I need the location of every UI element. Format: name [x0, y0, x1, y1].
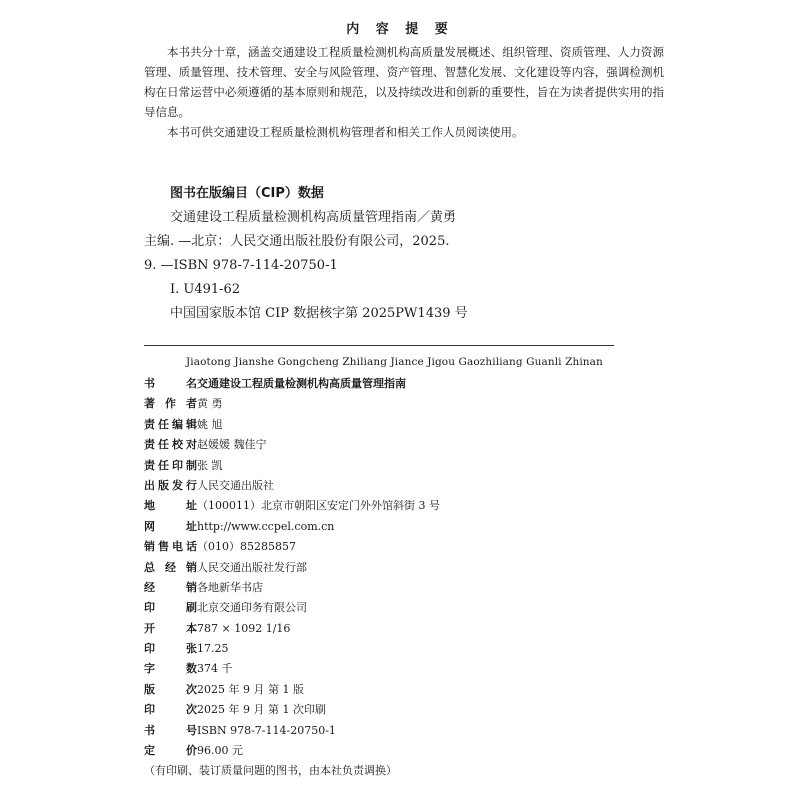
cip-record	[144, 206, 614, 326]
colophon-key: 定 价	[144, 744, 197, 758]
colophon-key: 总 经 销	[144, 560, 197, 574]
cip-line: Ⅰ. U491-62	[170, 282, 241, 297]
colophon-value: 姚 旭	[197, 417, 223, 431]
quality-notice: （有印刷、装订质量问题的图书，由本社负责调换）	[144, 764, 397, 778]
colophon-row	[144, 374, 644, 394]
colophon-value: 人民交通出版社	[197, 478, 274, 492]
colophon-value: http://www.ccpel.com.cn	[197, 519, 335, 533]
colophon-key: 责任印制	[144, 458, 197, 472]
colophon-key: 网 址	[144, 519, 197, 533]
cip-line: 中国国家版本馆 CIP 数据核字第 2025PW1439 号	[170, 306, 468, 321]
colophon-key: 版 次	[144, 682, 197, 696]
colophon-value: 2025 年 9 月 第 1 次印刷	[197, 703, 326, 717]
colophon-row	[144, 537, 644, 557]
colophon-value: ISBN 978-7-114-20750-1	[197, 723, 336, 737]
cip-line: 交通建设工程质量检测机构高质量管理指南／黄勇	[170, 210, 457, 225]
colophon-value: 2025 年 9 月 第 1 版	[197, 682, 304, 696]
colophon-row	[144, 680, 644, 700]
colophon-row	[144, 598, 644, 618]
colophon-value: （010）85285857	[197, 540, 296, 554]
colophon-key: 销售电话	[144, 540, 197, 554]
colophon-key: 责任校对	[144, 438, 197, 452]
colophon-key: 书 名	[144, 377, 197, 390]
colophon-value: 787 × 1092 1/16	[197, 621, 291, 635]
colophon-row	[144, 659, 644, 679]
colophon-table	[144, 374, 644, 781]
colophon-key: 字 数	[144, 662, 197, 676]
colophon-key: 书 号	[144, 723, 197, 737]
colophon-row	[144, 435, 644, 455]
colophon-row	[144, 578, 644, 598]
colophon-value: 人民交通出版社发行部	[197, 560, 307, 574]
summary-title: 内 容 提 要	[346, 22, 454, 37]
colophon-value: 各地新华书店	[197, 580, 263, 594]
divider	[144, 345, 614, 346]
colophon-key: 出版发行	[144, 478, 197, 492]
colophon-value: 交通建设工程质量检测机构高质量管理指南	[197, 377, 406, 390]
summary-section	[144, 42, 664, 142]
colophon-row	[144, 721, 644, 741]
colophon-row	[144, 639, 644, 659]
colophon-value: 黄 勇	[197, 397, 223, 411]
colophon-value: （100011）北京市朝阳区安定门外外馆斜街 3 号	[197, 499, 440, 513]
colophon-value: 374 千	[197, 662, 233, 676]
colophon-value: 张 凯	[197, 458, 223, 472]
colophon-row	[144, 700, 644, 720]
colophon-row	[144, 394, 644, 414]
colophon-key: 经 销	[144, 580, 197, 594]
summary-paragraph: 本书共分十章，涵盖交通建设工程质量检测机构高质量发展概述、组织管理、资质管理、人力资源管理、质量管理、技术管理、安全与风险管理、资产管理、智慧化发展、文化建设等内容，强调检测机构在日常运营中必须遵循的基本原则和规范，以及持续改进和创新的重要性，旨在为读者提供实用的指导信息。	[144, 45, 664, 119]
colophon-key: 印 次	[144, 703, 197, 717]
colophon-value: 17.25	[197, 642, 229, 656]
colophon-row	[144, 517, 644, 537]
colophon-row	[144, 558, 644, 578]
colophon-key: 责任编辑	[144, 417, 197, 431]
cip-line: 主编. —北京：人民交通出版社股份有限公司，2025.	[144, 234, 450, 249]
colophon-key: 开 本	[144, 621, 197, 635]
colophon-value: 96.00 元	[197, 744, 243, 758]
colophon-key: 地 址	[144, 499, 197, 513]
cip-heading: 图书在版编目（CIP）数据	[170, 186, 324, 201]
colophon-row	[144, 476, 644, 496]
colophon-key: 著 作 者	[144, 397, 197, 411]
colophon-value: 北京交通印务有限公司	[197, 601, 307, 615]
colophon-row	[144, 456, 644, 476]
pinyin-title: Jiaotong Jianshe Gongcheng Zhiliang Jiance Jigou Gaozhiliang Guanli Zhinan	[186, 356, 603, 368]
summary-paragraph: 本书可供交通建设工程质量检测机构管理者和相关工作人员阅读使用。	[167, 125, 524, 139]
colophon-key: 印 张	[144, 642, 197, 656]
colophon-row	[144, 415, 644, 435]
colophon-key: 印 刷	[144, 601, 197, 615]
colophon-value: 赵媛媛 魏佳宁	[197, 438, 267, 452]
colophon-row	[144, 496, 644, 516]
cip-line: 9. —ISBN 978-7-114-20750-1	[144, 258, 338, 273]
colophon-row	[144, 741, 644, 761]
colophon-row	[144, 619, 644, 639]
